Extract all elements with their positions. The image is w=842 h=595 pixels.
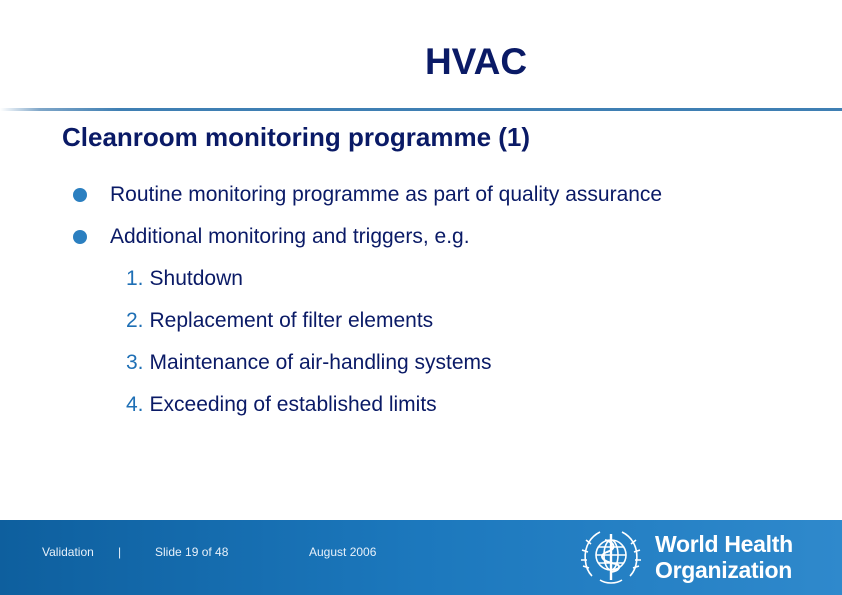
- slide-subtitle: Cleanroom monitoring programme (1): [62, 122, 531, 152]
- item-text: Shutdown: [149, 267, 243, 290]
- footer-section: Validation: [42, 545, 94, 559]
- numbered-item: [126, 262, 492, 304]
- item-text: Maintenance of air-handling systems: [149, 351, 492, 374]
- title-divider: [0, 108, 842, 111]
- bullet-text: Additional monitoring and triggers, e.g.: [110, 225, 470, 248]
- item-text: Replacement of filter elements: [149, 309, 434, 332]
- numbered-item: [126, 304, 492, 346]
- item-number: 4.: [126, 393, 144, 416]
- numbered-list: [126, 262, 492, 430]
- who-emblem-icon: [572, 524, 650, 590]
- item-number: 3.: [126, 351, 144, 374]
- slide-title: HVAC: [424, 41, 528, 82]
- footer-date: August 2006: [309, 545, 377, 559]
- bullet-dot-icon: [73, 230, 87, 244]
- numbered-item: [126, 346, 492, 388]
- numbered-item: [126, 388, 492, 430]
- organization-name-line1: World Health: [655, 531, 793, 557]
- bullet-item: [73, 220, 662, 262]
- footer-separator: |: [118, 545, 122, 559]
- item-text: Exceeding of established limits: [149, 393, 437, 416]
- item-number: 2.: [126, 309, 144, 332]
- footer-bar: [0, 520, 842, 595]
- bullet-text: Routine monitoring programme as part of quality assurance: [110, 183, 663, 206]
- bullet-list: [73, 178, 662, 262]
- item-number: 1.: [126, 267, 144, 290]
- bullet-item: [73, 178, 662, 220]
- organization-name: [655, 531, 793, 583]
- footer-slide-number: Slide 19 of 48: [155, 545, 229, 559]
- bullet-dot-icon: [73, 188, 87, 202]
- organization-name-line2: Organization: [655, 557, 792, 583]
